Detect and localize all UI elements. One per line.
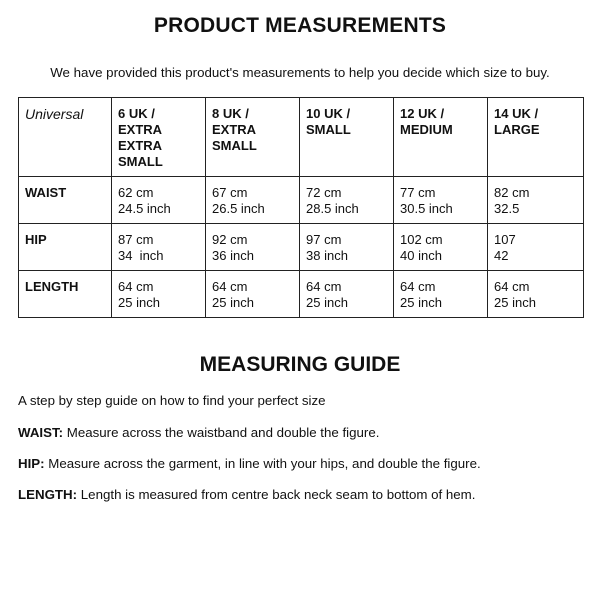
table-row-hip [19, 224, 584, 271]
header-line: SMALL [306, 122, 351, 137]
cell-line: 72 cm [306, 185, 342, 200]
table-cell [112, 177, 206, 224]
table-cell [112, 224, 206, 271]
cell-line: 25 inch [212, 295, 254, 310]
cell-line: 28.5 inch [306, 201, 359, 216]
corner-cell: Universal [19, 98, 112, 177]
cell-line: 36 inch [212, 248, 254, 263]
size-header-6uk [112, 98, 206, 177]
cell-line: 30.5 inch [400, 201, 453, 216]
size-table [18, 97, 584, 318]
cell-line: 40 inch [400, 248, 442, 263]
cell-line: 25 inch [118, 295, 160, 310]
cell-line: 82 cm [494, 185, 530, 200]
cell-line: 25 inch [494, 295, 536, 310]
table-cell [488, 177, 584, 224]
cell-line: 77 cm [400, 185, 436, 200]
table-cell [488, 271, 584, 318]
size-header-14uk [488, 98, 584, 177]
guide-text: Measure across the waistband and double the figure. [63, 425, 380, 440]
header-line: EXTRA [118, 122, 163, 137]
guide-item-hip [18, 456, 481, 471]
cell-line: 42 [494, 248, 509, 263]
cell-line: 32.5 [494, 201, 520, 216]
cell-line: 64 cm [494, 279, 530, 294]
size-header-12uk [394, 98, 488, 177]
header-line: 10 UK / [306, 106, 351, 121]
table-row-length [19, 271, 584, 318]
guide-text: Measure across the garment, in line with your hips, and double the figure. [44, 456, 481, 471]
header-line: SMALL [212, 138, 257, 153]
cell-line: 102 cm [400, 232, 443, 247]
cell-line: 64 cm [212, 279, 248, 294]
table-row-waist [19, 177, 584, 224]
guide-label: HIP: [18, 456, 45, 471]
cell-line: 25 inch [400, 295, 442, 310]
page-subtitle: We have provided this product's measurements to help you decide which size to buy. [50, 65, 550, 80]
guide-item-length [18, 487, 475, 502]
guide-label: LENGTH: [18, 487, 78, 502]
table-cell [300, 271, 394, 318]
row-label-length: LENGTH [19, 271, 112, 318]
cell-line: 64 cm [118, 279, 154, 294]
table-cell [206, 271, 300, 318]
table-cell [112, 271, 206, 318]
table-cell [206, 177, 300, 224]
header-line: 14 UK / [494, 106, 539, 121]
header-line: 12 UK / [400, 106, 445, 121]
cell-line: 64 cm [400, 279, 436, 294]
header-line: LARGE [494, 122, 540, 137]
table-cell [394, 177, 488, 224]
table-cell [206, 224, 300, 271]
row-label-waist: WAIST [19, 177, 112, 224]
table-cell [300, 224, 394, 271]
cell-line: 24.5 inch [118, 201, 171, 216]
cell-line: 97 cm [306, 232, 342, 247]
page-title: PRODUCT MEASUREMENTS [153, 14, 447, 37]
header-line: EXTRA [118, 138, 163, 153]
table-cell [394, 271, 488, 318]
cell-line: 67 cm [212, 185, 248, 200]
row-label-hip: HIP [19, 224, 112, 271]
size-header-10uk [300, 98, 394, 177]
size-header-8uk [206, 98, 300, 177]
cell-line: 25 inch [306, 295, 348, 310]
cell-line: 62 cm [118, 185, 154, 200]
guide-title: MEASURING GUIDE [199, 353, 401, 376]
table-cell [300, 177, 394, 224]
header-line: SMALL [118, 154, 163, 169]
cell-line: 92 cm [212, 232, 248, 247]
cell-line: 38 inch [306, 248, 348, 263]
header-line: MEDIUM [400, 122, 453, 137]
cell-line: 87 cm [118, 232, 154, 247]
table-cell [488, 224, 584, 271]
header-line: EXTRA [212, 122, 257, 137]
guide-text: Length is measured from centre back neck seam to bottom of hem. [77, 487, 476, 502]
header-line: 8 UK / [212, 106, 249, 121]
header-line: 6 UK / [118, 106, 155, 121]
cell-line: 64 cm [306, 279, 342, 294]
guide-item-waist [18, 425, 379, 440]
cell-line: 26.5 inch [212, 201, 265, 216]
cell-line: 107 [494, 232, 516, 247]
table-cell [394, 224, 488, 271]
size-header-row [19, 98, 584, 177]
cell-line: 34 inch [118, 248, 164, 263]
guide-intro: A step by step guide on how to find your perfect size [18, 393, 326, 408]
guide-label: WAIST: [18, 425, 64, 440]
